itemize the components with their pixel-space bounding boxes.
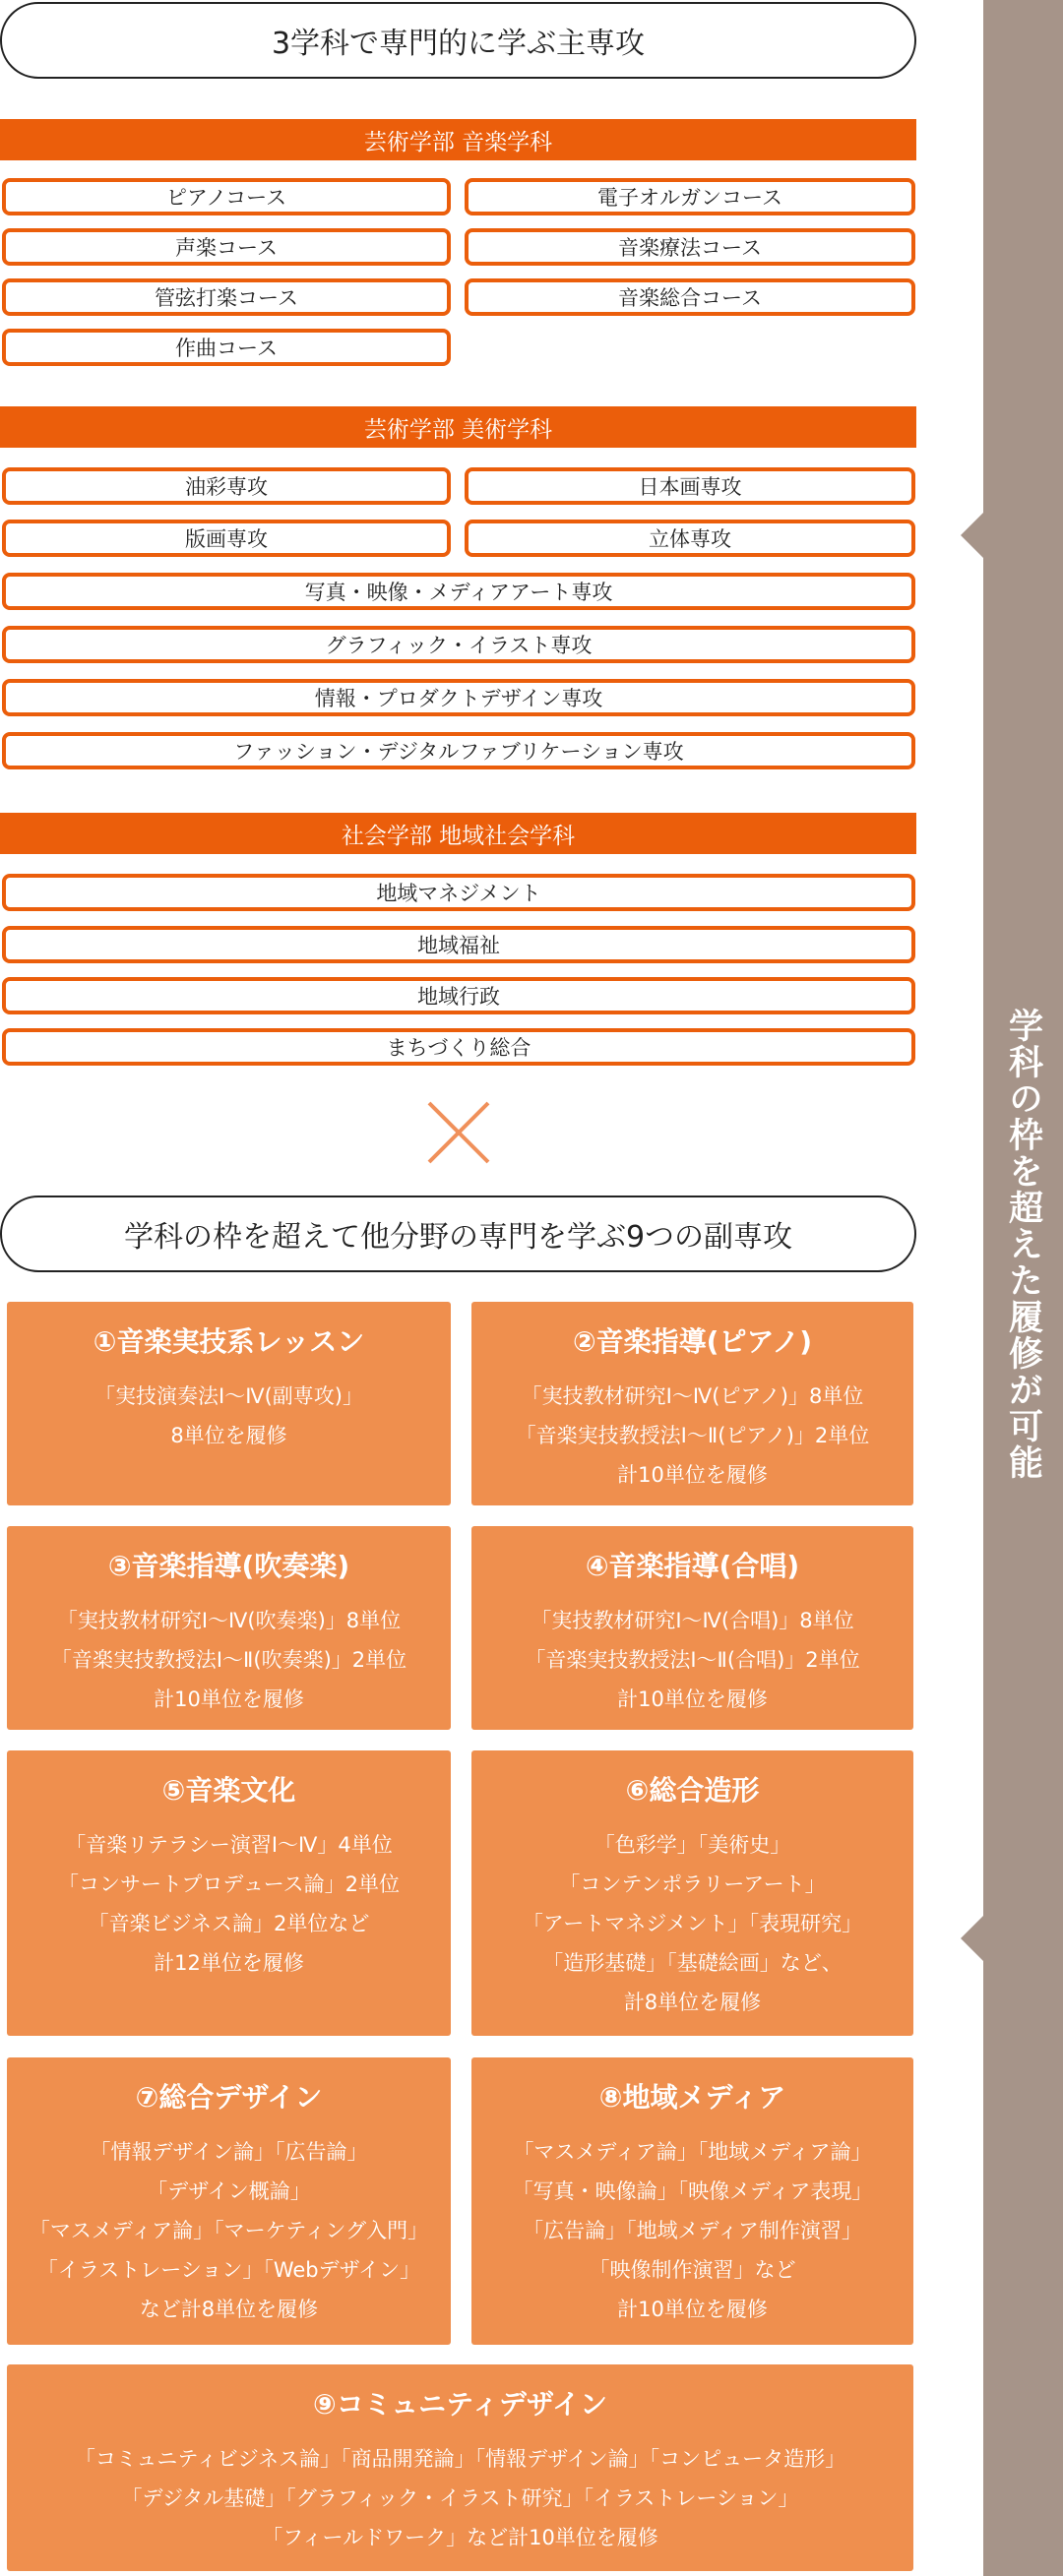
course-composition: 作曲コース [2, 329, 451, 366]
department-title-art: 芸術学部 美術学科 [0, 406, 916, 448]
course-music-general: 音楽総合コース [465, 278, 915, 316]
course-vocal: 声楽コース [2, 228, 451, 266]
course-oil-painting: 油彩専攻 [2, 467, 451, 505]
minor-line: 「情報デザイン論」「広告論」 [90, 2139, 368, 2164]
minor-title: ⑨コミュニティデザイン [313, 2388, 607, 2421]
side-arrow-icon [961, 512, 984, 559]
department-title-social: 社会学部 地域社会学科 [0, 813, 916, 854]
minor-line: 「音楽実技教授法Ⅰ〜Ⅱ(合唱)」2単位 [525, 1647, 860, 1672]
minor-card-9 [7, 2364, 913, 2571]
minor-line: 「コミュニティビジネス論」「商品開発論」「情報デザイン論」「コンピュータ造形」 [74, 2446, 846, 2471]
minor-line: 「コンサートプロデュース論」2単位 [57, 1871, 401, 1896]
minor-line: 「コンテンポラリーアート」 [559, 1871, 826, 1896]
minor-line: 「映像制作演習」など [589, 2257, 796, 2282]
course-regional-admin: 地域行政 [2, 977, 915, 1014]
minor-line: 「実技教材研究Ⅰ〜Ⅳ(合唱)」8単位 [531, 1608, 854, 1632]
course-electone: 電子オルガンコース [465, 178, 915, 215]
minor-line: 「デジタル基礎」「グラフィック・イラスト研究」「イラストレーション」 [121, 2485, 799, 2510]
minor-line: 「音楽リテラシー演習Ⅰ〜Ⅳ」4単位 [65, 1832, 393, 1857]
cross-mark-icon [426, 1100, 491, 1165]
minor-line: 「実技教材研究Ⅰ〜Ⅳ(ピアノ)」8単位 [521, 1383, 864, 1408]
minor-title: ①音楽実技系レッスン [93, 1325, 365, 1358]
minor-card-8 [471, 2057, 913, 2345]
department-title-music: 芸術学部 音楽学科 [0, 119, 916, 160]
minor-title: ⑧地域メディア [598, 2081, 786, 2114]
minor-card-5 [7, 1750, 451, 2036]
minor-card-6 [471, 1750, 913, 2036]
course-winds-strings: 管弦打楽コース [2, 278, 451, 316]
minor-line: 計10単位を履修 [617, 1462, 768, 1487]
course-japanese-painting: 日本画専攻 [465, 467, 915, 505]
course-photo-media-art: 写真・映像・メディアアート専攻 [2, 573, 915, 610]
minor-title: ④音楽指導(合唱) [585, 1550, 800, 1582]
minor-card-4 [471, 1526, 913, 1730]
course-product-design: 情報・プロダクトデザイン専攻 [2, 679, 915, 716]
course-town-planning: まちづくり総合 [2, 1028, 915, 1066]
minor-line: 「音楽実技教授法Ⅰ〜Ⅱ(ピアノ)」2単位 [515, 1423, 870, 1447]
minor-line: 計10単位を履修 [154, 1687, 304, 1711]
minor-line: など計8単位を履修 [139, 2297, 319, 2321]
minor-line: 「デザイン概論」 [147, 2178, 311, 2203]
minor-line: 「マスメディア論」「マーケティング入門」 [29, 2218, 429, 2242]
main-major-header: 3学科で専門的に学ぶ主専攻 [0, 2, 916, 79]
side-label: 学科の枠を超えた履修が可能 [1003, 1008, 1043, 1481]
minor-title: ⑦総合デザイン [135, 2081, 323, 2114]
course-printmaking: 版画専攻 [2, 520, 451, 557]
minor-line: 「イラストレーション」「Webデザイン」 [36, 2257, 421, 2282]
minor-card-2 [471, 1302, 913, 1505]
minor-title: ②音楽指導(ピアノ) [572, 1325, 813, 1358]
minor-line: 「音楽実技教授法Ⅰ〜Ⅱ(吹奏楽)」2単位 [50, 1647, 407, 1672]
minor-line: 計12単位を履修 [154, 1950, 304, 1975]
minor-line: 「造形基礎」「基礎絵画」など、 [542, 1950, 843, 1975]
minor-card-1 [7, 1302, 451, 1505]
course-sculpture: 立体専攻 [465, 520, 915, 557]
minor-line: 「写真・映像論」「映像メディア表現」 [512, 2178, 873, 2203]
minor-line: 「音楽ビジネス論」2単位など [88, 1911, 370, 1935]
minor-line: 「色彩学」「美術史」 [594, 1832, 791, 1857]
minor-title: ⑥総合造形 [625, 1774, 760, 1807]
minor-line: 「実技教材研究Ⅰ〜Ⅳ(吹奏楽)」8単位 [56, 1608, 402, 1632]
course-regional-welfare: 地域福祉 [2, 926, 915, 963]
minor-line: 「マスメディア論」「地域メディア論」 [513, 2139, 872, 2164]
minor-card-3 [7, 1526, 451, 1730]
minor-line: 「実技演奏法Ⅰ〜Ⅳ(副専攻)」 [94, 1383, 363, 1408]
minor-line: 「広告論」「地域メディア制作演習」 [523, 2218, 862, 2242]
minor-line: 計10単位を履修 [617, 2297, 768, 2321]
minor-line: 「アートマネジメント」「表現研究」 [522, 1911, 863, 1935]
minor-line: 8単位を履修 [170, 1423, 287, 1447]
side-arrow-icon [961, 1915, 984, 1962]
minor-line: 計10単位を履修 [617, 1687, 768, 1711]
course-piano: ピアノコース [2, 178, 451, 215]
minor-title: ⑤音楽文化 [161, 1774, 296, 1807]
minor-card-7 [7, 2057, 451, 2345]
minor-title: ③音楽指導(吹奏楽) [107, 1550, 350, 1582]
course-regional-management: 地域マネジメント [2, 874, 915, 911]
minor-line: 計8単位を履修 [623, 1990, 762, 2014]
course-graphic-illust: グラフィック・イラスト専攻 [2, 626, 915, 663]
course-fashion-fab: ファッション・デジタルファブリケーション専攻 [2, 732, 915, 769]
minor-header: 学科の枠を超えて他分野の専門を学ぶ9つの副専攻 [0, 1196, 916, 1272]
minor-line: 「フィールドワーク」など計10単位を履修 [262, 2525, 658, 2549]
course-music-therapy: 音楽療法コース [465, 228, 915, 266]
